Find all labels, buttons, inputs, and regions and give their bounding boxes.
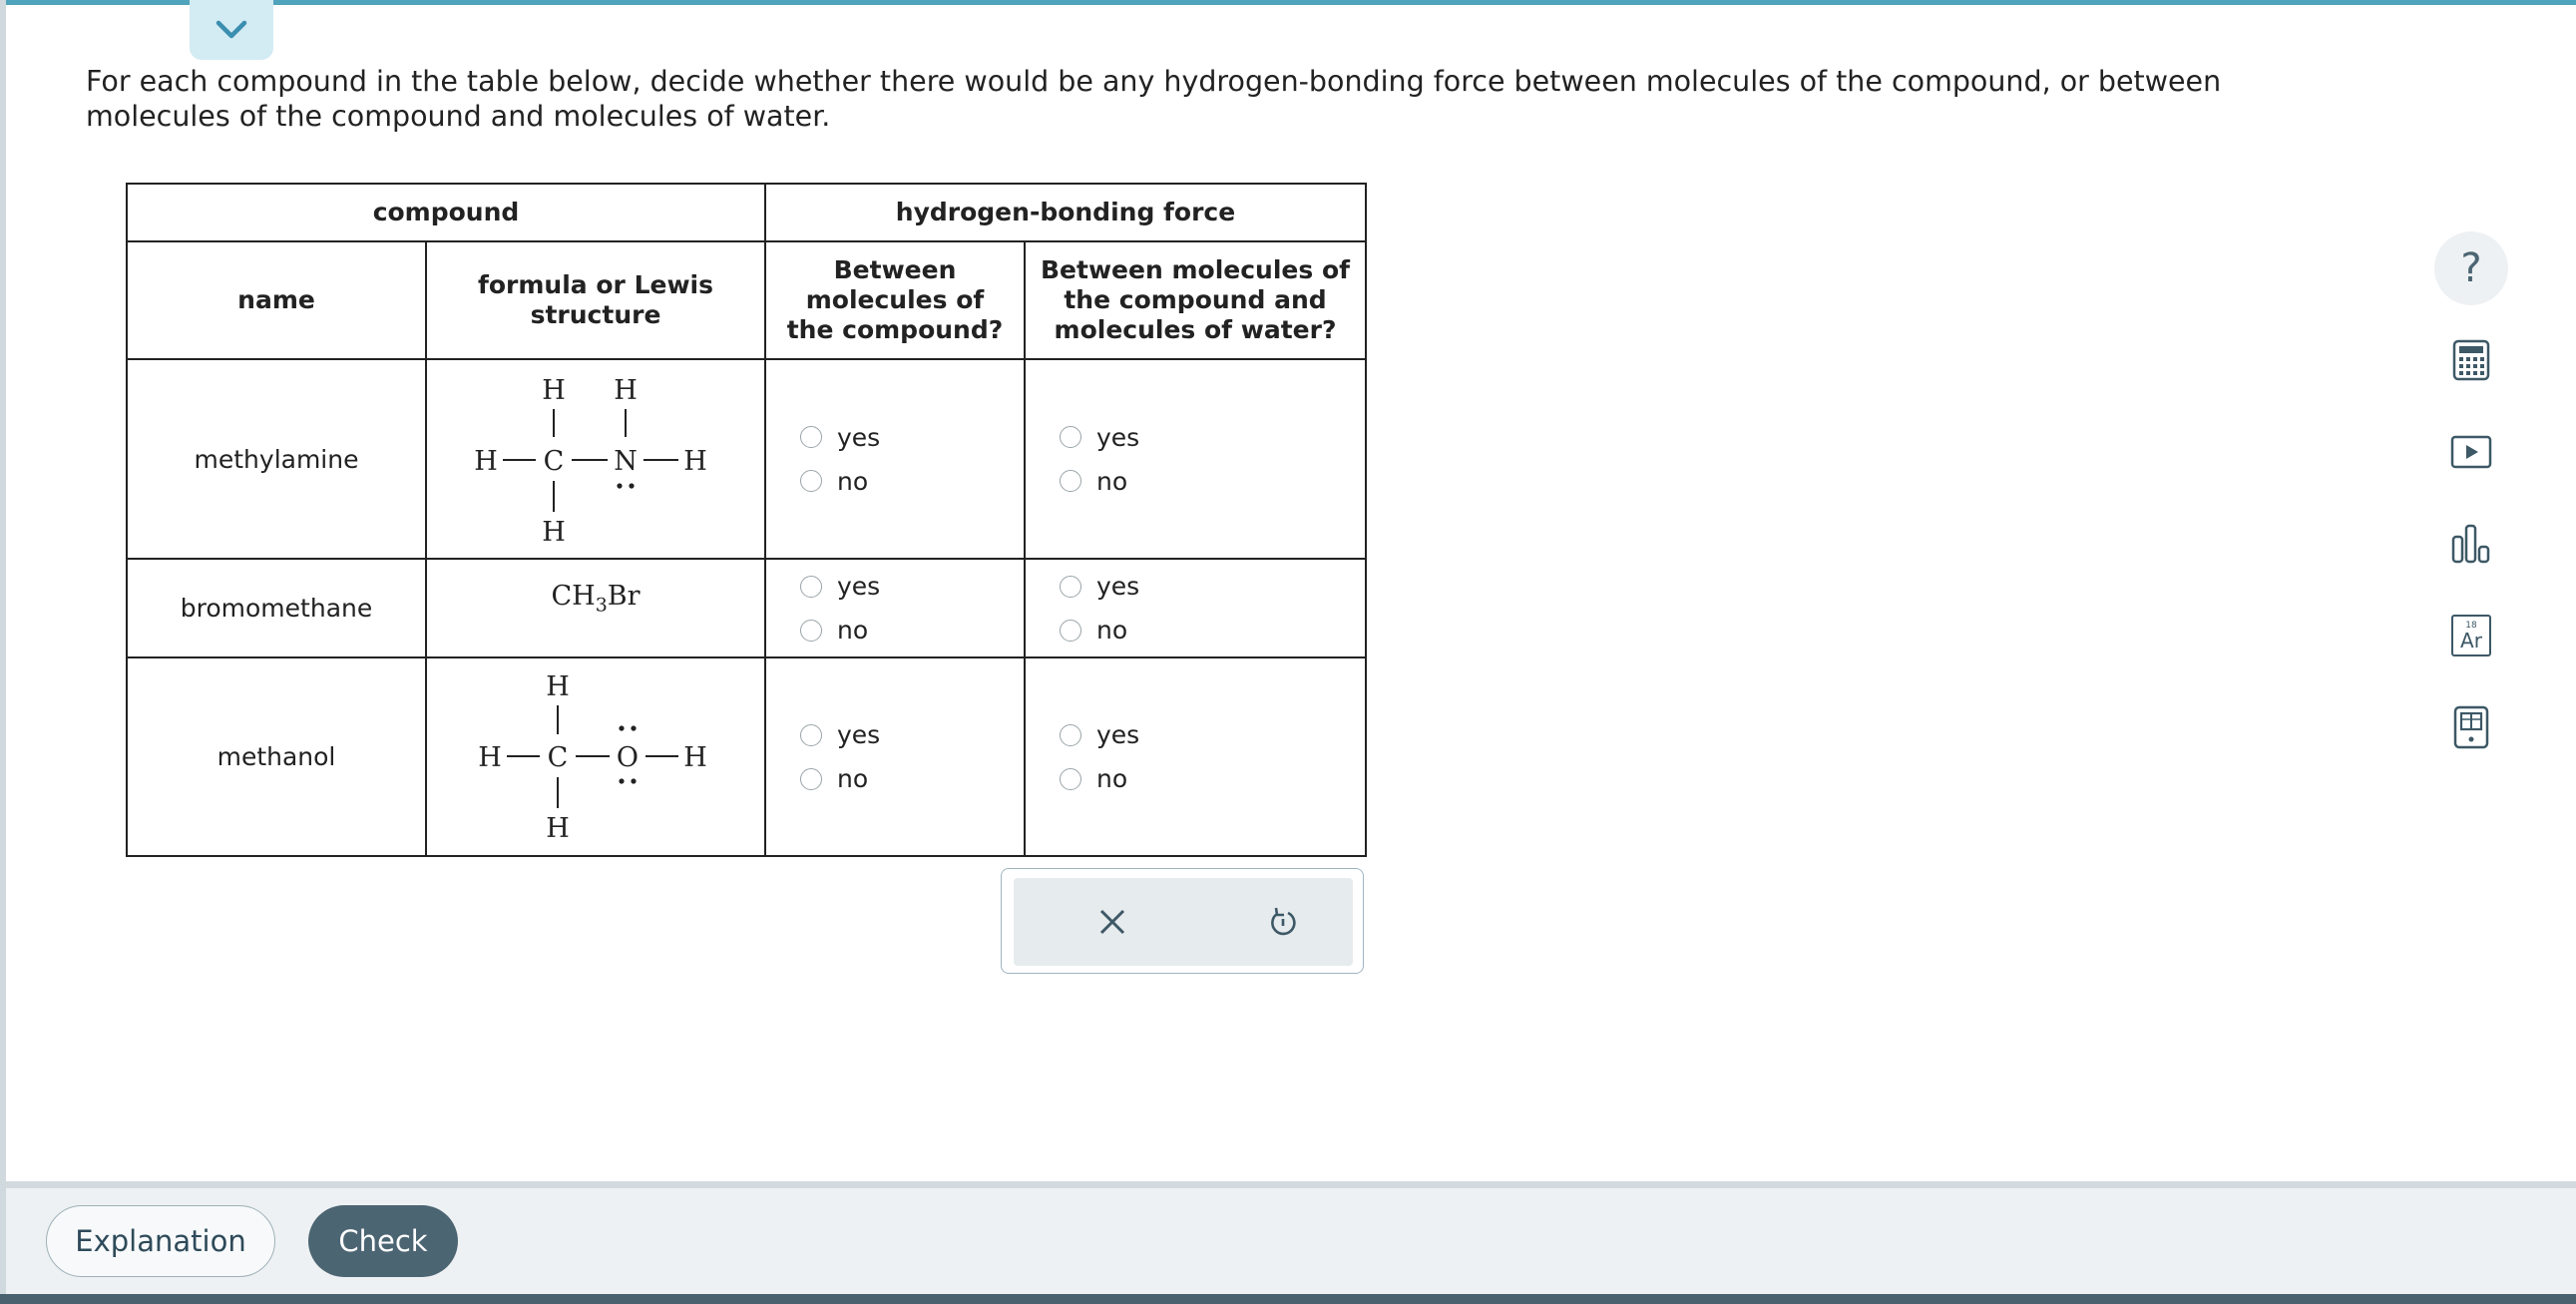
table-row — [127, 657, 1366, 856]
option-label: no — [837, 616, 869, 645]
video-icon — [2450, 435, 2492, 469]
radio-button[interactable] — [1060, 470, 1081, 492]
radio-button[interactable] — [1060, 768, 1081, 790]
option-label: no — [1096, 616, 1128, 645]
question-prompt: For each compound in the table below, decide whether there would be any hydrogen-bonding force between molecules of the compound, or between molecules of the compound and molecules of water. — [86, 65, 2222, 133]
collapse-tab[interactable] — [190, 0, 273, 60]
yes-option[interactable] — [800, 415, 1024, 459]
hbond-group-header: hydrogen-bonding force — [765, 184, 1366, 241]
methylamine-lewis-structure — [426, 359, 765, 559]
calculator-button[interactable] — [2434, 323, 2508, 397]
option-label: yes — [1096, 720, 1140, 749]
top-accent-bar — [0, 0, 2576, 5]
x-icon — [1097, 907, 1127, 937]
table-row — [127, 559, 1366, 657]
option-label: no — [837, 764, 869, 793]
atom-h: H — [546, 812, 570, 844]
no-option[interactable] — [1060, 757, 1365, 801]
between-compound-header-text: Between molecules of the compound? — [786, 255, 1004, 344]
yes-option[interactable] — [1060, 713, 1365, 757]
radio-button[interactable] — [1060, 426, 1081, 448]
no-option[interactable] — [800, 609, 1024, 652]
reference-icon — [2453, 705, 2489, 749]
radio-button[interactable] — [800, 470, 822, 492]
atom-h: H — [683, 741, 707, 773]
yes-option[interactable] — [1060, 415, 1365, 459]
help-button[interactable] — [2434, 231, 2508, 305]
formula-header — [426, 241, 765, 359]
between-compound-choice — [765, 359, 1025, 559]
option-label: yes — [837, 572, 881, 601]
option-label: no — [1096, 466, 1128, 496]
radio-button[interactable] — [1060, 620, 1081, 642]
option-label: no — [837, 466, 869, 496]
atom-h: H — [683, 446, 707, 477]
no-option[interactable] — [800, 459, 1024, 503]
between-water-header-text: Between molecules of the compound and molecules of water? — [1041, 255, 1350, 344]
chevron-down-icon — [214, 18, 249, 42]
option-label: yes — [837, 422, 881, 452]
answer-toolbar — [1001, 868, 1364, 974]
compound-group-header: compound — [127, 184, 765, 241]
lone-pair — [617, 483, 634, 488]
atom-o: O — [616, 741, 640, 773]
yes-option[interactable] — [1060, 565, 1365, 609]
periodic-number: 18 — [2465, 620, 2477, 631]
between-water-choice — [1025, 657, 1366, 856]
option-label: yes — [1096, 572, 1140, 601]
undo-icon — [1266, 905, 1300, 939]
formula-header-text: formula or Lewis structure — [477, 270, 713, 329]
video-button[interactable] — [2434, 415, 2508, 489]
option-label: no — [1096, 764, 1128, 793]
calculator-icon — [2452, 339, 2490, 381]
chart-button[interactable] — [2434, 507, 2508, 581]
periodic-symbol: Ar — [2460, 628, 2482, 652]
reference-button[interactable] — [2434, 690, 2508, 764]
yes-option[interactable] — [800, 713, 1024, 757]
periodic-table-icon — [2451, 615, 2491, 656]
radio-button[interactable] — [1060, 724, 1081, 746]
name-header: name — [127, 241, 426, 359]
answer-toolbar-inner — [1014, 878, 1353, 966]
no-option[interactable] — [1060, 609, 1365, 652]
radio-button[interactable] — [800, 768, 822, 790]
methanol-lewis-structure — [426, 657, 765, 856]
check-button[interactable]: Check — [308, 1205, 458, 1277]
atom-h: H — [542, 517, 566, 548]
between-compound-choice — [765, 559, 1025, 657]
explanation-button[interactable]: Explanation — [46, 1205, 275, 1277]
radio-button[interactable] — [800, 724, 822, 746]
formula-tail: Br — [607, 580, 641, 612]
radio-button[interactable] — [1060, 576, 1081, 598]
atom-n: N — [614, 446, 638, 477]
compound-name: methanol — [127, 657, 426, 856]
option-label: yes — [837, 720, 881, 749]
option-label: yes — [1096, 422, 1140, 452]
bonds — [507, 705, 678, 808]
atom-h: H — [546, 670, 570, 702]
no-option[interactable] — [800, 757, 1024, 801]
bonds — [503, 409, 678, 512]
radio-button[interactable] — [800, 426, 822, 448]
radio-button[interactable] — [800, 576, 822, 598]
atom-c: C — [547, 741, 569, 773]
bromomethane-formula — [426, 559, 765, 657]
atom-h: H — [542, 375, 566, 406]
periodic-table-button[interactable] — [2434, 599, 2508, 672]
between-water-header — [1025, 241, 1366, 359]
chart-icon — [2450, 523, 2492, 565]
atom-c: C — [543, 446, 565, 477]
formula-main: CH — [551, 580, 596, 612]
bottom-strip — [0, 1294, 2576, 1304]
compound-name: methylamine — [127, 359, 426, 559]
formula-subscript: 3 — [595, 594, 608, 617]
atom-h: H — [478, 741, 502, 773]
table-row — [127, 359, 1366, 559]
atom-h: H — [614, 375, 638, 406]
left-border — [0, 0, 6, 1304]
between-water-choice — [1025, 359, 1366, 559]
undo-button[interactable] — [1258, 897, 1308, 947]
yes-option[interactable] — [800, 565, 1024, 609]
no-option[interactable] — [1060, 459, 1365, 503]
between-water-choice — [1025, 559, 1366, 657]
between-compound-choice — [765, 657, 1025, 856]
atom-h: H — [474, 446, 498, 477]
radio-button[interactable] — [800, 620, 822, 642]
compound-table — [126, 183, 1367, 857]
help-icon: ? — [2460, 245, 2482, 291]
clear-button[interactable] — [1087, 897, 1137, 947]
compound-name: bromomethane — [127, 559, 426, 657]
between-compound-header — [765, 241, 1025, 359]
